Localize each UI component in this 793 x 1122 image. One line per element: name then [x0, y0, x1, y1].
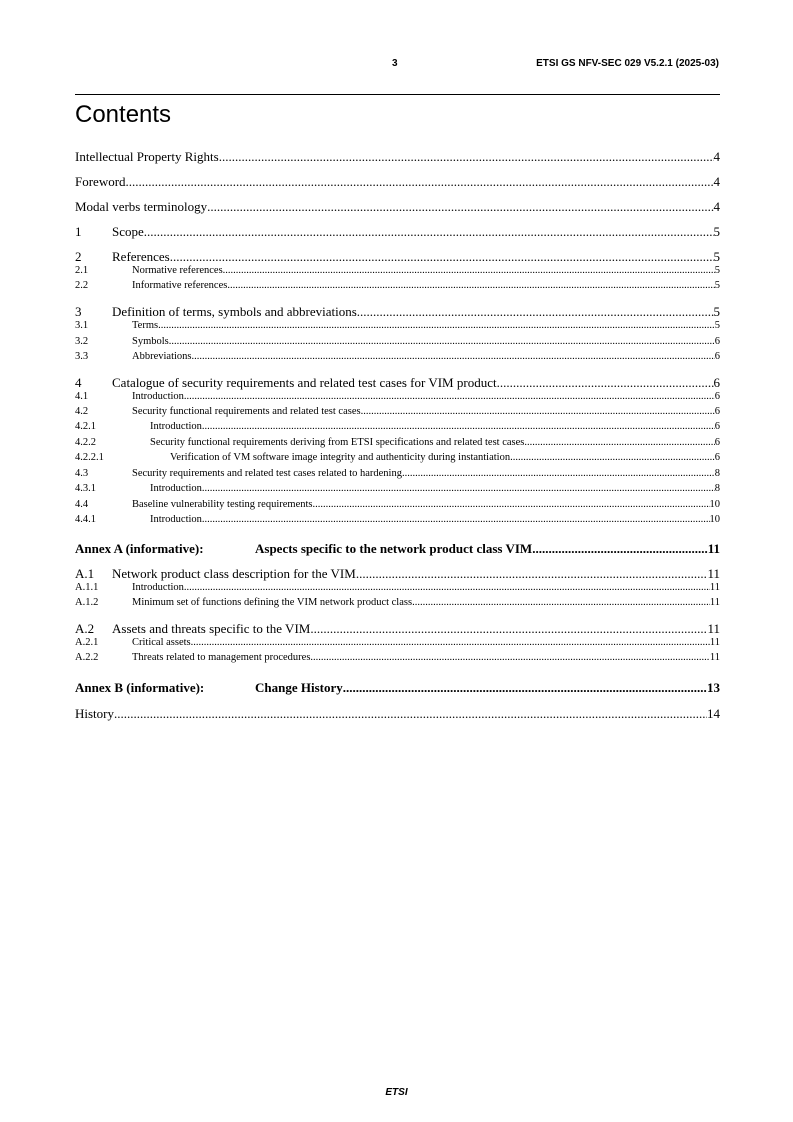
- toc-entry-page: 6: [714, 437, 720, 448]
- toc-entry-title: Abbreviations: [132, 351, 192, 362]
- toc-leader-dots: [310, 621, 707, 637]
- toc-leader-dots: [497, 375, 714, 391]
- toc-entry-number: 2: [75, 249, 82, 264]
- toc-entry-title: References: [112, 249, 170, 264]
- toc-entry-number: A.1.1: [75, 582, 99, 593]
- toc-entry[interactable]: [75, 149, 720, 165]
- toc-entry[interactable]: [75, 249, 720, 265]
- toc-entry-number: 3.1: [75, 320, 89, 331]
- toc-leader-dots: [144, 224, 714, 240]
- header-rule: [75, 94, 720, 95]
- toc-entry-page: 11: [709, 652, 720, 663]
- toc-entry[interactable]: [75, 391, 720, 402]
- toc-entry-number: A.2.2: [75, 652, 99, 663]
- toc-leader-dots: [158, 320, 715, 331]
- toc-entry-page: 6: [714, 336, 720, 347]
- toc-leader-dots: [191, 637, 710, 648]
- toc-entry[interactable]: [75, 265, 720, 276]
- toc-entry[interactable]: [75, 452, 720, 463]
- toc-entry-title: Security functional requirements deriving from ETSI specifications and related test cases: [150, 437, 525, 448]
- toc-entry-number: 4.2.2: [75, 437, 96, 448]
- toc-entry-title: Definition of terms, symbols and abbreviations: [112, 304, 357, 319]
- toc-leader-dots: [532, 541, 708, 557]
- toc-entry-page: 4: [713, 174, 720, 189]
- toc-entry[interactable]: [75, 706, 720, 722]
- toc-leader-dots: [114, 706, 707, 722]
- toc-entry-page: 11: [707, 566, 720, 581]
- toc-leader-dots: [357, 304, 714, 320]
- toc-entry-title: Baseline vulnerability testing requirements: [132, 499, 313, 510]
- toc-entry-page: 13: [707, 680, 720, 695]
- toc-entry[interactable]: [75, 566, 720, 582]
- toc-entry-page: 6: [713, 375, 720, 390]
- toc-entry-number: 4.4.1: [75, 514, 96, 525]
- toc-entry[interactable]: [75, 280, 720, 291]
- toc-entry-page: 11: [707, 621, 720, 636]
- page-title: Contents: [75, 101, 172, 128]
- toc-entry-number: A.1: [75, 566, 95, 581]
- toc-entry-title: Terms: [132, 320, 159, 331]
- toc-entry-title: Change History: [255, 680, 343, 695]
- toc-entry-title: Foreword: [75, 174, 126, 189]
- toc-entry-page: 11: [707, 541, 720, 556]
- toc-entry-title: Security functional requirements and related test cases: [132, 406, 361, 417]
- toc-entry-page: 6: [714, 452, 720, 463]
- toc-leader-dots: [169, 336, 715, 347]
- toc-entry-number: 1: [75, 224, 82, 239]
- toc-entry-title: Introduction: [132, 391, 184, 402]
- toc-entry-number: 3.3: [75, 351, 89, 362]
- toc-entry-title: Symbols: [132, 336, 169, 347]
- toc-entry-title: Minimum set of functions defining the VIM network product class: [132, 597, 413, 608]
- toc-entry-number: 4.2.1: [75, 421, 96, 432]
- toc-entry-number: 2.2: [75, 280, 89, 291]
- toc-entry-page: 6: [714, 421, 720, 432]
- toc-entry-title: Network product class description for the VIM: [112, 566, 356, 581]
- toc-leader-dots: [361, 406, 715, 417]
- toc-entry-number: A.1.2: [75, 597, 99, 608]
- toc-leader-dots: [310, 652, 709, 663]
- toc-entry-number: A.2: [75, 621, 95, 636]
- toc-entry-page: 6: [714, 406, 720, 417]
- toc-entry-page: 8: [714, 468, 720, 479]
- toc-leader-dots: [126, 174, 714, 190]
- toc-leader-dots: [202, 483, 715, 494]
- toc-entry-number: 4: [75, 375, 82, 390]
- toc-entry-page: 5: [713, 249, 720, 264]
- toc-entry-number: 4.3.1: [75, 483, 96, 494]
- toc-leader-dots: [202, 514, 710, 525]
- toc-entry-page: 5: [713, 304, 720, 319]
- toc-entry[interactable]: [75, 174, 720, 190]
- toc-entry-page: 4: [713, 199, 720, 214]
- toc-entry[interactable]: [75, 375, 720, 391]
- toc-entry[interactable]: [75, 224, 720, 240]
- toc-leader-dots: [184, 391, 715, 402]
- document-reference: ETSI GS NFV-SEC 029 V5.2.1 (2025-03): [536, 58, 719, 69]
- toc-leader-dots: [402, 468, 715, 479]
- toc-entry[interactable]: [75, 421, 720, 432]
- toc-entry-title: History: [75, 706, 114, 721]
- toc-entry-page: 10: [709, 514, 720, 525]
- toc-entry-number: 4.1: [75, 391, 89, 402]
- toc-entry[interactable]: [75, 637, 720, 648]
- toc-entry[interactable]: [75, 514, 720, 525]
- toc-entry-page: 5: [714, 320, 720, 331]
- toc-entry-page: 11: [709, 597, 720, 608]
- toc-leader-dots: [412, 597, 710, 608]
- toc-leader-dots: [170, 249, 714, 265]
- toc-entry[interactable]: [75, 406, 720, 417]
- toc-entry-number: 4.3: [75, 468, 89, 479]
- footer-etsi: ETSI: [385, 1087, 408, 1098]
- toc-entry-number: 4.2.2.1: [75, 452, 104, 463]
- toc-leader-dots: [510, 452, 715, 463]
- toc-entry-title: Introduction: [132, 582, 184, 593]
- toc-entry-title: Verification of VM software image integrity and authenticity during instantiation: [170, 452, 511, 463]
- toc-entry-page: 11: [709, 637, 720, 648]
- toc-leader-dots: [313, 499, 710, 510]
- toc-entry-page: 14: [707, 706, 720, 721]
- toc-entry-number: 2.1: [75, 265, 89, 276]
- toc-leader-dots: [227, 280, 714, 291]
- toc-entry-title: Informative references: [132, 280, 228, 291]
- toc-entry-title: Threats related to management procedures: [132, 652, 311, 663]
- toc-leader-dots: [223, 265, 715, 276]
- toc-entry-number: Annex A (informative):: [75, 541, 204, 556]
- toc-entry-number: Annex B (informative):: [75, 680, 205, 695]
- toc-entry-number: A.2.1: [75, 637, 99, 648]
- toc-entry-page: 11: [709, 582, 720, 593]
- toc-entry-page: 5: [714, 265, 720, 276]
- toc-entry-title: Assets and threats specific to the VIM: [112, 621, 311, 636]
- toc-entry-number: 3.2: [75, 336, 89, 347]
- toc-leader-dots: [219, 149, 714, 165]
- toc-leader-dots: [207, 199, 713, 215]
- toc-entry[interactable]: [75, 351, 720, 362]
- toc-entry[interactable]: [75, 680, 720, 696]
- toc-entry[interactable]: [75, 437, 720, 448]
- toc-entry[interactable]: [75, 621, 720, 637]
- toc-entry[interactable]: [75, 652, 720, 663]
- toc-entry-title: Normative references: [132, 265, 223, 276]
- toc-entry-page: 5: [714, 280, 720, 291]
- toc-entry[interactable]: [75, 468, 720, 479]
- toc-leader-dots: [343, 680, 707, 696]
- toc-entry[interactable]: [75, 199, 720, 215]
- toc-entry-page: 8: [714, 483, 720, 494]
- toc-entry-page: 4: [713, 149, 720, 164]
- toc-entry[interactable]: [75, 320, 720, 331]
- toc-leader-dots: [192, 351, 715, 362]
- toc-entry-number: 4.4: [75, 499, 89, 510]
- toc-entry-title: Catalogue of security requirements and related test cases for VIM product: [112, 375, 497, 390]
- toc-entry-title: Security requirements and related test cases related to hardening: [132, 468, 402, 479]
- toc-leader-dots: [356, 566, 708, 582]
- toc-entry[interactable]: [75, 597, 720, 608]
- toc-leader-dots: [184, 582, 710, 593]
- toc-entry-page: 6: [714, 351, 720, 362]
- toc-entry[interactable]: [75, 483, 720, 494]
- toc-entry-page: 10: [709, 499, 720, 510]
- toc-entry[interactable]: [75, 499, 720, 510]
- toc-entry[interactable]: [75, 304, 720, 320]
- toc-entry-title: Introduction: [150, 483, 202, 494]
- toc-entry[interactable]: [75, 582, 720, 593]
- toc-entry-title: Aspects specific to the network product class VIM: [255, 541, 533, 556]
- toc-entry-number: 3: [75, 304, 82, 319]
- toc-entry-title: Modal verbs terminology: [75, 199, 208, 214]
- toc-entry-title: Scope: [112, 224, 144, 239]
- toc-entry-title: Critical assets: [132, 637, 191, 648]
- toc-leader-dots: [202, 421, 715, 432]
- page-number: 3: [392, 58, 398, 69]
- toc-entry-title: Intellectual Property Rights: [75, 149, 219, 164]
- toc-entry-title: Introduction: [150, 514, 202, 525]
- toc-entry-title: Introduction: [150, 421, 202, 432]
- toc-entry[interactable]: [75, 541, 720, 557]
- toc-entry[interactable]: [75, 336, 720, 347]
- toc-entry-number: 4.2: [75, 406, 89, 417]
- toc-entry-page: 6: [714, 391, 720, 402]
- toc-entry-page: 5: [713, 224, 720, 239]
- toc-leader-dots: [524, 437, 714, 448]
